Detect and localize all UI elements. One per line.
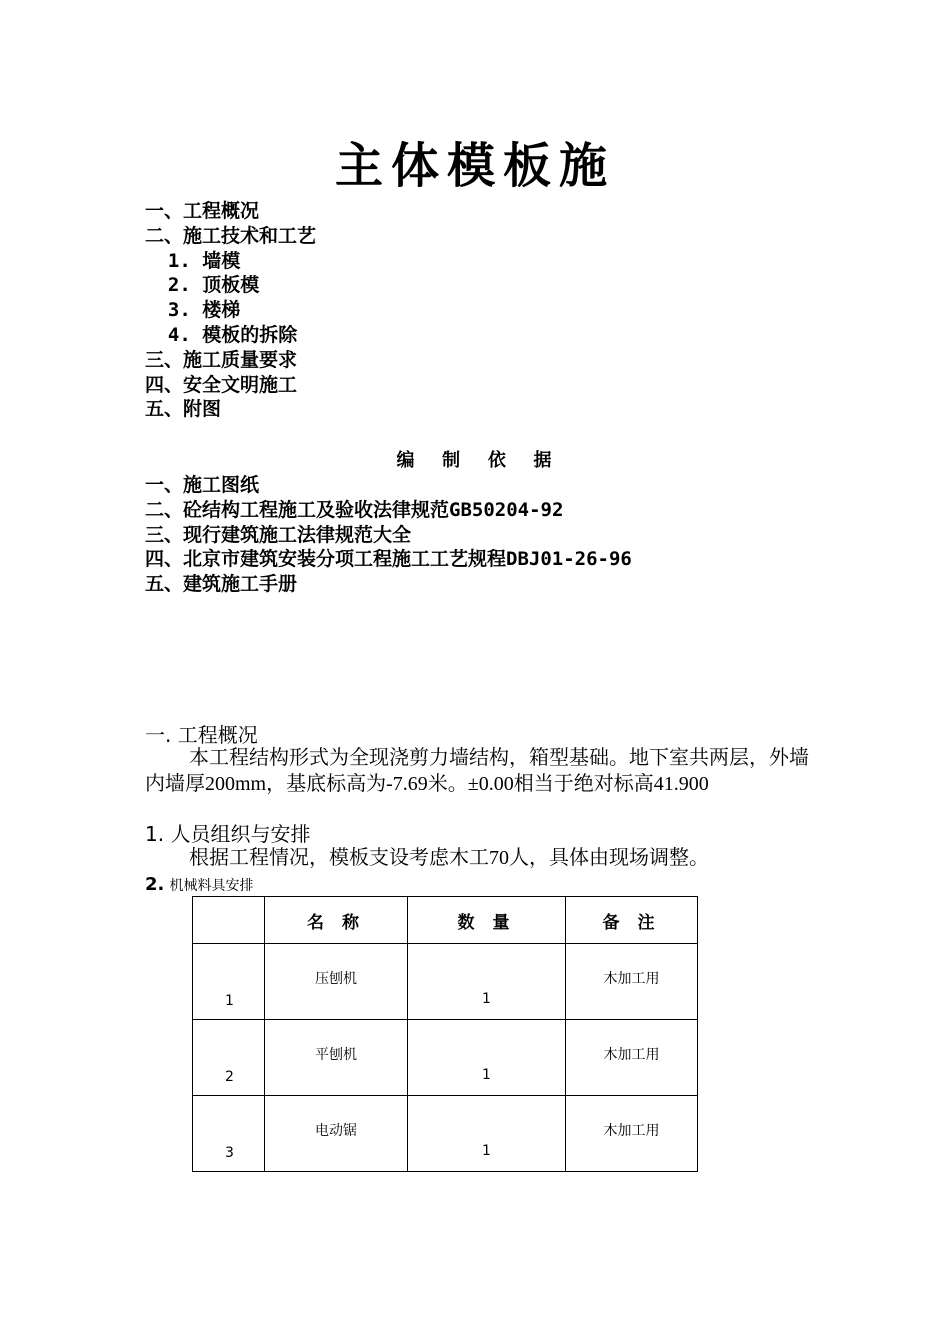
- overview-paragraph: [145, 745, 810, 797]
- equipment-table: [192, 896, 698, 1172]
- header-cell-remark: 备 注: [566, 897, 698, 944]
- table-header-row: [193, 897, 698, 944]
- section-number: 2.: [145, 874, 165, 895]
- basis-item: 五、建筑施工手册: [145, 573, 298, 596]
- toc-item: 三、施工质量要求: [145, 348, 298, 371]
- basis-item: 四、北京市建筑安装分项工程施工工艺规程DBJ01-26-96: [145, 548, 632, 571]
- toc-item: 1. 墙模: [145, 249, 241, 272]
- section-title: 机械料具安排: [169, 878, 254, 894]
- table-row: [193, 944, 698, 1020]
- toc-item: 3. 楼梯: [145, 299, 241, 322]
- header-cell-index: [193, 897, 265, 944]
- cell-index: 2: [193, 1020, 265, 1096]
- cell-quantity: 1: [408, 1096, 566, 1172]
- toc-item: 4. 模板的拆除: [145, 323, 298, 346]
- cell-quantity: 1: [408, 944, 566, 1020]
- toc-item: 四、安全文明施工: [145, 373, 298, 396]
- cell-name: 电动锯: [265, 1096, 408, 1172]
- table-of-contents: [145, 199, 316, 422]
- basis-item: 二、砼结构工程施工及验收法律规范GB50204-92: [145, 498, 564, 521]
- section-heading-overview: 一. 工程概况: [145, 723, 258, 747]
- basis-heading: 编 制 依 据: [396, 450, 554, 471]
- cell-name: 压刨机: [265, 944, 408, 1020]
- basis-list: [145, 473, 632, 597]
- cell-quantity: 1: [408, 1020, 566, 1096]
- table-row: [193, 1096, 698, 1172]
- staffing-paragraph: 根据工程情况，模板支设考虑木工70人，具体由现场调整。: [189, 847, 709, 869]
- cell-remark: 木加工用: [566, 1020, 698, 1096]
- section-heading-staffing: 1. 人员组织与安排: [145, 822, 311, 846]
- cell-remark: 木加工用: [566, 944, 698, 1020]
- overview-text: 本工程结构形式为全现浇剪力墙结构，箱型基础。地下室共两层，外墙内墙厚200mm，基底标高为-7.69米。±0.00相当于绝对标高41.900: [145, 747, 809, 795]
- basis-item: 一、施工图纸: [145, 474, 260, 496]
- cell-name: 平刨机: [265, 1020, 408, 1096]
- cell-remark: 木加工用: [566, 1096, 698, 1172]
- document-title: 主体模板施: [334, 138, 615, 194]
- toc-item: 2. 顶板模: [145, 274, 260, 297]
- toc-item: 五、附图: [145, 398, 222, 421]
- toc-item: 一、工程概况: [145, 200, 260, 222]
- section-heading-equipment: [145, 872, 253, 899]
- cell-index: 3: [193, 1096, 265, 1172]
- toc-item: 二、施工技术和工艺: [145, 224, 317, 247]
- header-cell-name: 名 称: [265, 897, 408, 944]
- cell-index: 1: [193, 944, 265, 1020]
- header-cell-quantity: 数 量: [408, 897, 566, 944]
- basis-item: 三、现行建筑施工法律规范大全: [145, 523, 412, 546]
- table-row: [193, 1020, 698, 1096]
